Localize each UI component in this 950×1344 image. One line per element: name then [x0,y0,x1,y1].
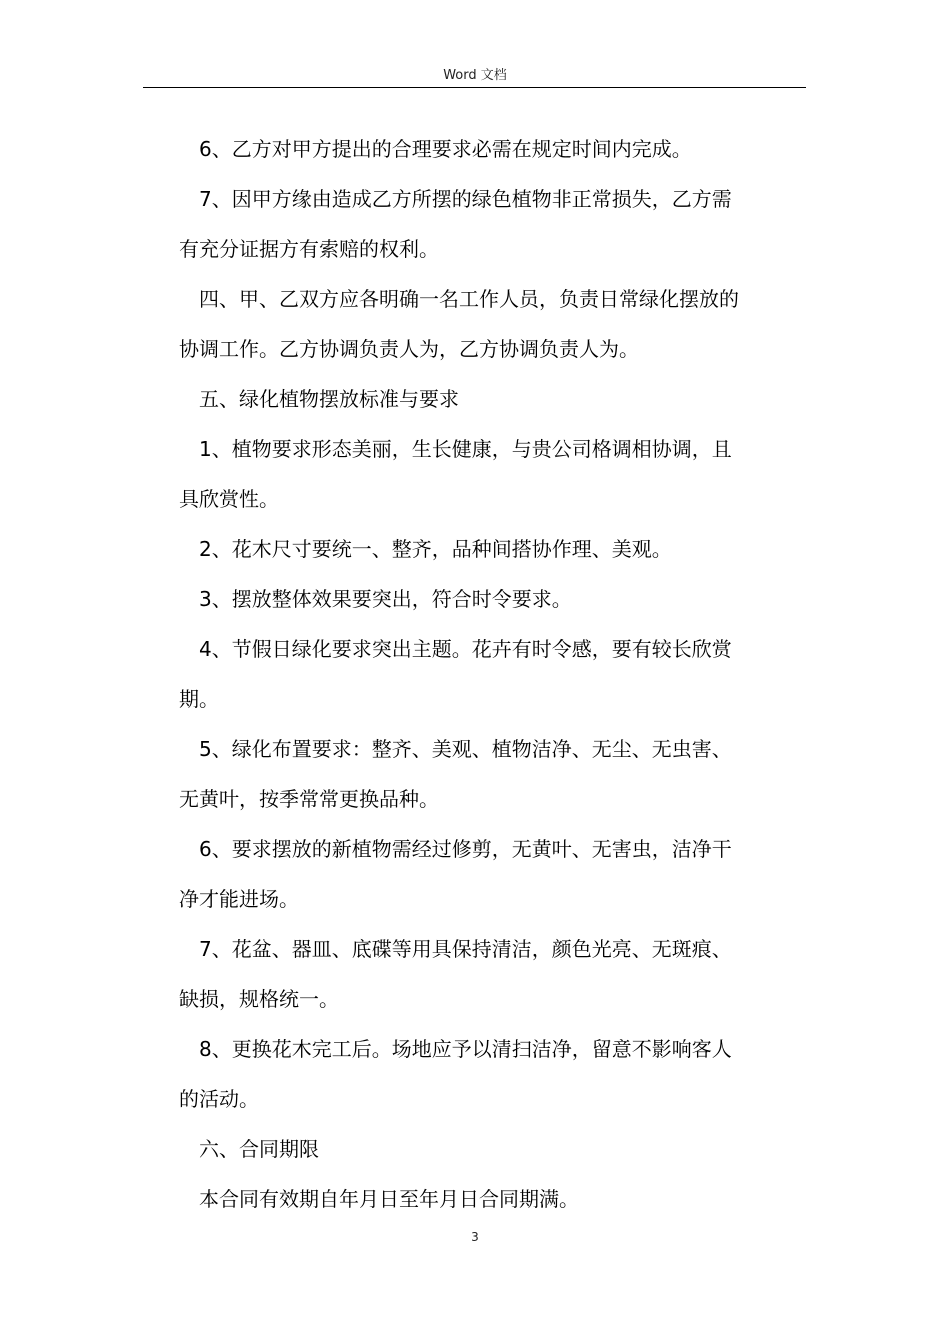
line-2: 7、因甲方缘由造成乙方所摆的绿色植物非正常损失，乙方需 [199,187,732,211]
page-header-title: Word 文档 [443,68,507,83]
line-19: 8、更换花木完工后。场地应予以清扫洁净，留意不影响客人 [199,1037,732,1061]
line-22: 本合同有效期自年月日至年月日合同期满。 [199,1187,579,1211]
page-number: 3 [471,1230,479,1244]
header-divider [143,87,806,88]
line-18: 缺损，规格统一。 [179,987,339,1011]
line-21: 六、合同期限 [199,1137,319,1161]
line-12: 期。 [179,687,219,711]
line-13: 5、绿化布置要求：整齐、美观、植物洁净、无尘、无虫害、 [199,737,732,761]
line-3: 有充分证据方有索赔的权利。 [179,237,439,261]
line-6: 五、绿化植物摆放标准与要求 [199,387,459,411]
line-16: 净才能进场。 [179,887,299,911]
document-body [179,124,799,1224]
line-14: 无黄叶，按季常常更换品种。 [179,787,439,811]
line-17: 7、花盆、器皿、底碟等用具保持清洁，颜色光亮、无斑痕、 [199,937,732,961]
line-7: 1、植物要求形态美丽，生长健康，与贵公司格调相协调，且 [199,437,732,461]
line-11: 4、节假日绿化要求突出主题。花卉有时令感，要有较长欣赏 [199,637,732,661]
line-8: 具欣赏性。 [179,487,279,511]
line-15: 6、要求摆放的新植物需经过修剪，无黄叶、无害虫，洁净干 [199,837,732,861]
line-10: 3、摆放整体效果要突出，符合时令要求。 [199,587,572,611]
line-20: 的活动。 [179,1087,259,1111]
line-1: 6、乙方对甲方提出的合理要求必需在规定时间内完成。 [199,137,692,161]
line-5: 协调工作。乙方协调负责人为，乙方协调负责人为。 [179,337,639,361]
line-9: 2、花木尺寸要统一、整齐，品种间搭协作理、美观。 [199,537,672,561]
line-4: 四、甲、乙双方应各明确一名工作人员，负责日常绿化摆放的 [199,287,739,311]
